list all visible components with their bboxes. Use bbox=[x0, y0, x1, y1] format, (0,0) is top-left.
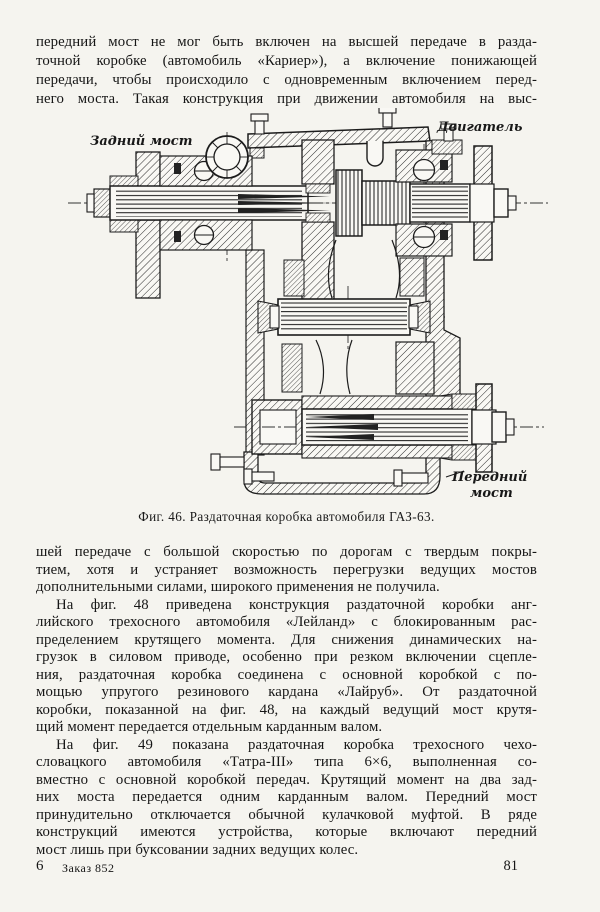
text-line: передачи, чтобы происходило с одновременным включением перед- bbox=[36, 72, 537, 88]
label-engine: Двигатель bbox=[437, 120, 523, 135]
order-number: Заказ 852 bbox=[62, 861, 115, 875]
text-line: словацкого автомобиля «Татра-III» типа 6×6, выполненная со- bbox=[36, 754, 537, 770]
figure-46 bbox=[0, 108, 600, 508]
transfer-case-drawing bbox=[0, 108, 600, 508]
text-line: коробки, показанной на фиг. 48, на каждый ведущий мост крутя- bbox=[36, 701, 537, 718]
text-line: шей передаче с большой скоростью по дорогам с твердым покры- bbox=[36, 544, 537, 560]
label-front-axle-2: мост bbox=[470, 486, 513, 501]
text-line: точной коробке (автомобиль «Кариер»), а включение понижающей bbox=[36, 53, 537, 69]
breather-cap bbox=[367, 141, 383, 166]
text-line: На фиг. 49 показана раздаточная коробка трехосного чехо- bbox=[56, 736, 537, 753]
text-line: ния, раздаточная коробка соединена с основной коробкой с по- bbox=[36, 666, 537, 683]
page-footer bbox=[0, 858, 600, 880]
text-line: мощью упругого резинового кардана «Лайруб». От раздаточной bbox=[36, 684, 537, 700]
figure-caption: Фиг. 46. Раздаточная коробка автомобиля ГАЗ-63. bbox=[138, 509, 435, 524]
label-rear-axle: Задний мост bbox=[90, 134, 193, 149]
text-line: пределением крутящего момента. Для снижения динамических на- bbox=[36, 631, 537, 648]
text-line: лийского трехосного автомобиля «Лейланд» с блокированным рас- bbox=[36, 614, 537, 630]
front-axle-shaft bbox=[252, 384, 514, 472]
text-line: них моста передается одним карданным валом. Передний мост bbox=[36, 789, 537, 805]
text-line: передний мост не мог быть включен на высшей передаче в разда- bbox=[36, 34, 537, 50]
paragraph-bottom bbox=[36, 544, 537, 859]
label-front-axle-1: Передний bbox=[452, 470, 528, 485]
signature-number: 6 bbox=[36, 858, 44, 874]
paragraph-top bbox=[36, 33, 537, 109]
intermediate-shaft bbox=[258, 240, 434, 394]
central-web bbox=[302, 140, 334, 302]
text-line: мост лишь при буксовании задних ведущих колес. bbox=[36, 841, 359, 858]
text-line: него моста. Такая конструкция при движении автомобиля на выс- bbox=[36, 91, 537, 107]
text-line: тием, хотя и устраняет возможность перегрузки ведущих мостов bbox=[36, 561, 537, 578]
text-line: вместно с основной коробкой передач. Крутящий момент на два зад- bbox=[36, 771, 537, 788]
page-number: 81 bbox=[503, 858, 518, 874]
text-line: дополнительными силами, широкого применения не получила. bbox=[36, 579, 440, 595]
text-line: принудительно отключается обычной кулачковой муфтой. В ряде bbox=[36, 806, 537, 823]
text-line: грузок в силовом приводе, особенно при резком включении сцепле- bbox=[36, 649, 537, 665]
text-line: щий момент передается отдельным карданным валом. bbox=[36, 719, 383, 735]
text-line: конструкций имеются устройства, которые включают передний bbox=[36, 824, 537, 840]
text-line: На фиг. 48 приведена конструкция раздаточной коробки анг- bbox=[56, 596, 537, 613]
